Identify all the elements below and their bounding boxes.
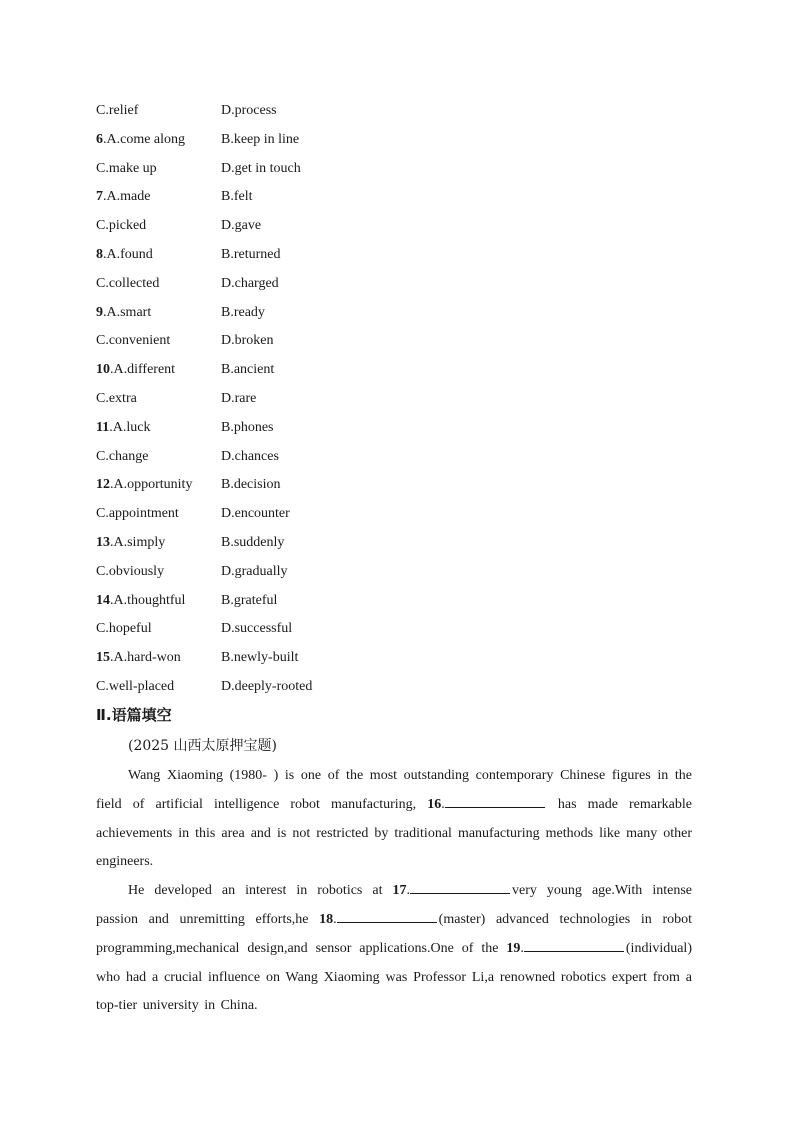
option-right: B.newly-built	[221, 650, 299, 666]
option-left: 14.A.thoughtful	[96, 592, 186, 608]
blank-number: 16	[427, 796, 442, 812]
option-right: D.successful	[221, 621, 293, 637]
option-left: C.appointment	[96, 506, 179, 522]
answer-blank[interactable]	[337, 908, 437, 923]
question-number: 11	[96, 419, 110, 435]
option-left: 8.A.found	[96, 246, 153, 262]
option-right: D.deeply-rooted	[221, 678, 313, 694]
question-number: 6	[96, 131, 103, 147]
question-number: 12	[96, 477, 110, 493]
option-left: C.hopeful	[96, 621, 152, 637]
option-left: 10.A.different	[96, 362, 176, 378]
option-right: D.rare	[221, 390, 257, 406]
option-left: 7.A.made	[96, 189, 151, 205]
option-left: 9.A.smart	[96, 304, 152, 320]
option-left: C.collected	[96, 275, 160, 291]
option-left: C.extra	[96, 390, 137, 406]
section-title: Ⅱ.语篇填空	[96, 706, 172, 724]
option-right: D.gave	[221, 218, 262, 234]
option-right: B.ancient	[221, 362, 275, 378]
option-right: D.charged	[221, 275, 279, 291]
option-left: 11.A.luck	[96, 419, 151, 435]
option-right: D.encounter	[221, 506, 290, 522]
passage-paragraph: He developed an interest in robotics at 17. very young age.With intense passion and unremitting efforts,he 18. (master) advanced technologies in robot programming,mechanical design,and sensor applications.One of the 19. (individual) who had a crucial influence on Wang Xiaoming was Professor Li,a renowned robotics expert from a top-tier university in China.	[96, 877, 692, 1021]
answer-blank[interactable]	[410, 879, 510, 894]
option-right: B.suddenly	[221, 534, 285, 550]
question-number: 8	[96, 246, 103, 262]
option-left: 6.A.come along	[96, 131, 186, 147]
option-right: B.phones	[221, 419, 274, 435]
option-left: C.change	[96, 448, 149, 464]
option-right: B.grateful	[221, 592, 278, 608]
option-left: C.well-placed	[96, 678, 175, 694]
answer-blank[interactable]	[445, 793, 545, 808]
blank-number: 19	[506, 940, 521, 956]
option-left: 15.A.hard-won	[96, 650, 181, 666]
passage-paragraph: Wang Xiaoming (1980- ) is one of the most outstanding contemporary Chinese figures in the field of artificial intelligence robot manufacturing, 16. has made remarkable achievements in this area and is not restricted by traditional manufacturing methods like many other engineers.	[96, 768, 692, 870]
option-right: D.get in touch	[221, 160, 301, 176]
cloze-passage	[96, 762, 692, 1021]
answer-blank[interactable]	[524, 937, 624, 952]
option-right: D.process	[221, 103, 277, 118]
option-left: C.convenient	[96, 333, 171, 349]
option-right: B.returned	[221, 246, 281, 262]
option-left: C.obviously	[96, 563, 165, 579]
option-left: C.relief	[96, 103, 139, 118]
blank-number: 17	[392, 883, 407, 899]
option-right: B.felt	[221, 189, 253, 205]
question-number: 7	[96, 189, 103, 205]
option-left: 12.A.opportunity	[96, 477, 193, 493]
source-note: (2025 山西太原押宝题)	[128, 738, 278, 754]
option-left: 13.A.simply	[96, 534, 166, 550]
question-number: 13	[96, 534, 110, 550]
option-right: B.ready	[221, 304, 265, 320]
option-right: B.keep in line	[221, 131, 300, 147]
question-number: 9	[96, 304, 103, 320]
question-number: 10	[96, 362, 110, 378]
option-left: C.picked	[96, 218, 147, 234]
question-number: 15	[96, 650, 110, 666]
option-right: B.decision	[221, 477, 281, 493]
option-right: D.gradually	[221, 563, 288, 579]
option-right: D.broken	[221, 333, 274, 349]
option-left: C.make up	[96, 160, 157, 176]
option-right: D.chances	[221, 448, 279, 464]
blank-number: 18	[319, 911, 334, 927]
question-number: 14	[96, 592, 110, 608]
